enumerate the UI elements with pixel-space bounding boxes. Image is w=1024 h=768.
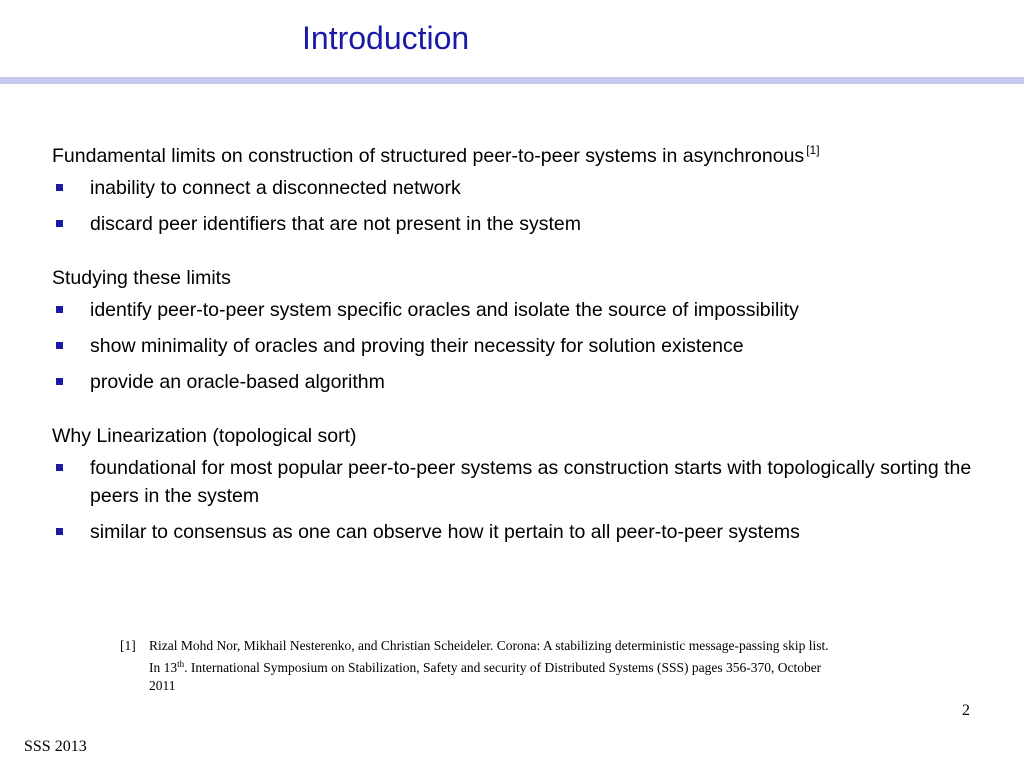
page-number: 2 (962, 702, 970, 719)
bullet-list (52, 454, 992, 546)
footnote-text: Rizal Mohd Nor, Mikhail Nesterenko, and Christian Scheideler. Corona: A stabilizing deterministic message-passing skip list. In 13th. International Symposium on Stabilization, Safety and security of Distributed Systems (SSS) pages 356-370, October 2011 (149, 638, 829, 693)
section-heading: Fundamental limits on construction of structured peer-to-peer systems in asynchronous [1] (52, 143, 820, 167)
section-fundamental-limits (52, 136, 992, 238)
square-bullet-icon (56, 184, 63, 191)
footer-label: SSS 2013 (24, 738, 87, 755)
bullet-list (52, 174, 992, 238)
list-item: foundational for most popular peer-to-peer systems as construction starts with topologically sorting the peers in the system (52, 454, 992, 510)
slide-title: Introduction (302, 20, 470, 56)
list-item: similar to consensus as one can observe how it pertain to all peer-to-peer systems (52, 518, 992, 546)
footnote (120, 637, 840, 695)
list-item: discard peer identifiers that are not present in the system (52, 210, 992, 238)
list-item: inability to connect a disconnected network (52, 174, 992, 202)
section-why-linearization (52, 422, 992, 546)
square-bullet-icon (56, 378, 63, 385)
section-heading: Why Linearization (topological sort) (52, 425, 357, 447)
list-item: identify peer-to-peer system specific oracles and isolate the source of impossibility (52, 296, 992, 324)
list-item: show minimality of oracles and proving their necessity for solution existence (52, 332, 992, 360)
title-divider (0, 77, 1024, 84)
citation-marker: [1] (806, 143, 820, 157)
square-bullet-icon (56, 464, 63, 471)
list-item: provide an oracle-based algorithm (52, 368, 992, 396)
slide-content (52, 136, 992, 554)
square-bullet-icon (56, 528, 63, 535)
square-bullet-icon (56, 342, 63, 349)
square-bullet-icon (56, 220, 63, 227)
footnote-marker: [1] (120, 638, 136, 653)
square-bullet-icon (56, 306, 63, 313)
section-studying-limits (52, 264, 992, 396)
bullet-list (52, 296, 992, 396)
section-heading: Studying these limits (52, 267, 231, 289)
